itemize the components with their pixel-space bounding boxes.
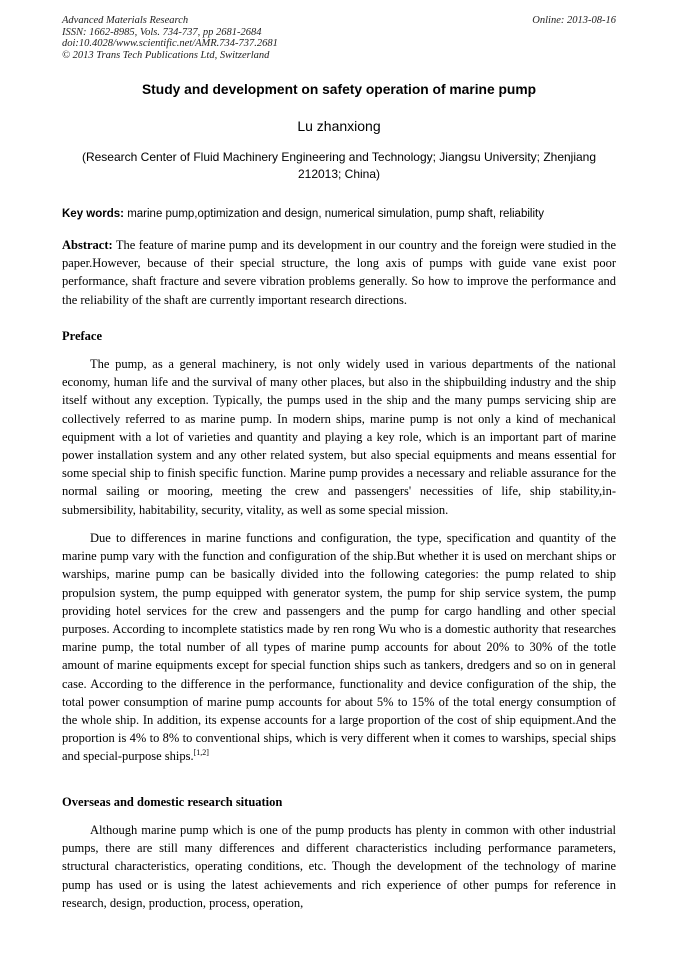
abstract-text: The feature of marine pump and its development in our country and the foreign were studied in the paper.However, because of their special structure, the long axis of pumps with guide vane exist poor performance, shaft fracture and severe vibration problems generally. So how to improve the performance and the reliability of the shaft are currently important research directions.	[62, 238, 616, 307]
issn-line: ISSN: 1662-8985, Vols. 734-737, pp 2681-2684	[62, 26, 262, 38]
preface-paragraph-1: The pump, as a general machinery, is not only widely used in various departments of the national economy, human life and the survival of many other places, but also in the shipbuilding industry and the ship itself without any exception. Typically, the pumps used in the ship and the many pumps servicing ship are collectively referred to as marine pump. In modern ships, marine pump is not only a kind of mechanical equipment with a lot of varieties and quantity and playing a key role, which is an important part of marine power installation system and any other related system, but also special equipments and means essential for some special ship to finish specific function. Marine pump provides a necessary and reliable assurance for the normal sailing or mooring, meeting the crew and passengers' necessities of life, ship stability,in-submersibility, habitability, security, vitality, as well as some special mission.	[62, 357, 616, 517]
copyright-line: © 2013 Trans Tech Publications Ltd, Switzerland	[62, 49, 270, 61]
journal-name: Advanced Materials Research	[62, 15, 189, 26]
overseas-paragraph-1: Although marine pump which is one of the pump products has plenty in common with other industrial pumps, there are still many differences and different characteristics including performance parameters, structural characteristics, operating conditions, etc. Though the development of the technology of marine pump has used or is using the latest achievements and rich experience of other pumps for reference in research, design, production, process, operation,	[62, 823, 616, 910]
paper-title: Study and development on safety operation of marine pump	[141, 82, 537, 97]
keywords-label: Key words:	[62, 208, 124, 220]
preface-paragraph-2-text: Due to differences in marine functions and configuration, the type, specification and quantity of the marine pump vary with the function and configuration of the ship.But whether it is used on merchant ships or warships, marine pump can be basically divided into the following categories: the pump related to ship propulsion system, the pump equipped with generator system, the pump for ship service system, the pump providing hotel services for the crew and passengers and the pump for cargo handling and other special purposes. According to incomplete statistics made by ren rong Wu who is a domestic authority that researches marine pump, the total number of all types of marine pump accounts for about 20% to 30% of the totle amount of marine equipments except for special function ships such as tankers, dredgers and so on in general case. According to the difference in the performance, functionality and device configuration of the ship, the total power consumption of marine pump accounts for about 5% to 15% of the total energy consumption of the whole ship. In addition, its expense accounts for a large proportion of the cost of ship equipment.And the proportion is 4% to 8% to conventional ships, which is very different when it comes to warships, special ships and special-purpose ships.	[62, 531, 616, 764]
citation-reference: [1,2]	[193, 748, 209, 758]
keywords	[62, 206, 616, 222]
section-heading-overseas: Overseas and domestic research situation	[62, 795, 283, 809]
journal-header	[62, 15, 616, 61]
keywords-text: marine pump,optimization and design, numerical simulation, pump shaft, reliability	[124, 208, 544, 220]
preface-paragraph-2	[62, 529, 616, 766]
author-name: Lu zhanxiong	[297, 118, 381, 134]
section-heading-preface: Preface	[62, 329, 103, 343]
affiliation: (Research Center of Fluid Machinery Engineering and Technology; Jiangsu University; Zhenjiang 212013; China)	[81, 150, 597, 181]
abstract-label: Abstract:	[62, 238, 113, 252]
abstract	[62, 236, 616, 309]
online-date: Online: 2013-08-16	[532, 15, 616, 26]
doi-line: doi:10.4028/www.scientific.net/AMR.734-737.2681	[62, 38, 278, 49]
